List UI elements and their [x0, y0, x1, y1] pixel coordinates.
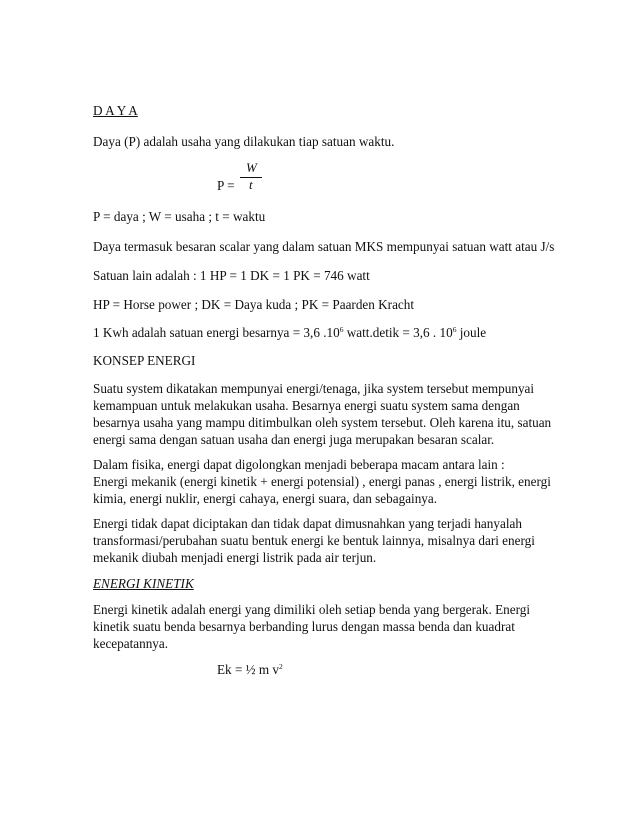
para2-line: Energi mekanik (energi kinetik + energi potensial) , energi panas , energi listrik, energi [93, 474, 551, 489]
kwh-text [93, 324, 486, 341]
other-units-text: Satuan lain adalah : 1 HP = 1 DK = 1 PK = 746 watt [93, 268, 370, 283]
para2-line: Dalam fisika, energi dapat digolongkan menjadi beberapa macam antara lain : [93, 457, 505, 472]
kinetic-energy-formula [217, 661, 283, 678]
para3-line: transformasi/perubahan suatu bentuk energi ke bentuk lainnya, misalnya dari energi [93, 533, 535, 548]
heading-energi-kinetik: ENERGI KINETIK [93, 576, 194, 591]
para1-line: kemampuan untuk melakukan usaha. Besarnya energi suatu system sama dengan [93, 398, 520, 413]
kwh-part1: 1 Kwh adalah satuan energi besarnya = 3,6 .10 [93, 325, 340, 340]
para1-line: besarnya usaha yang mampu ditimbulkan oleh system tersebut. Oleh karena itu, satuan [93, 415, 552, 430]
kwh-exponent-1: 6 [339, 325, 344, 334]
heading-konsep-energi: KONSEP ENERGI [93, 353, 196, 368]
para4-line: kecepatannya. [93, 636, 169, 651]
para2-line: kimia, energi nuklir, energi cahaya, energi suara, dan sebagainya. [93, 491, 438, 506]
ek-exponent: 2 [279, 662, 283, 671]
para1-line: energi sama dengan satuan usaha dan energi juga merupakan besaran scalar. [93, 432, 495, 447]
para4-line: kinetik suatu benda besarnya berbanding lurus dengan massa benda dan kuadrat [93, 619, 515, 634]
para3-line: Energi tidak dapat diciptakan dan tidak dapat dimusnahkan yang terjadi hanyalah [93, 516, 522, 531]
definition-text: Daya (P) adalah usaha yang dilakukan tiap satuan waktu. [93, 134, 395, 149]
formula-numerator: W [246, 160, 257, 175]
formula-denominator: t [249, 177, 253, 192]
unit-names-text: HP = Horse power ; DK = Daya kuda ; PK = Paarden Kracht [93, 297, 415, 312]
para4-line: Energi kinetik adalah energi yang dimiliki oleh setiap benda yang bergerak. Energi [93, 602, 531, 617]
kwh-part3: joule [456, 325, 487, 340]
formula-lhs: P = [217, 178, 235, 193]
para1-line: Suatu system dikatakan mempunyai energi/tenaga, jika system tersebut mempunyai [93, 381, 535, 396]
para3-line: mekanik diubah menjadi energi listrik pada air terjun. [93, 550, 377, 565]
title-daya: D A Y A [93, 103, 138, 118]
variables-text: P = daya ; W = usaha ; t = waktu [93, 209, 266, 224]
scalar-text: Daya termasuk besaran scalar yang dalam satuan MKS mempunyai satuan watt atau J/s [93, 239, 555, 254]
kwh-exponent-2: 6 [452, 325, 457, 334]
ek-formula-text: Ek = ½ m v [217, 662, 280, 677]
kwh-part2: watt.detik = 3,6 . 10 [343, 325, 453, 340]
